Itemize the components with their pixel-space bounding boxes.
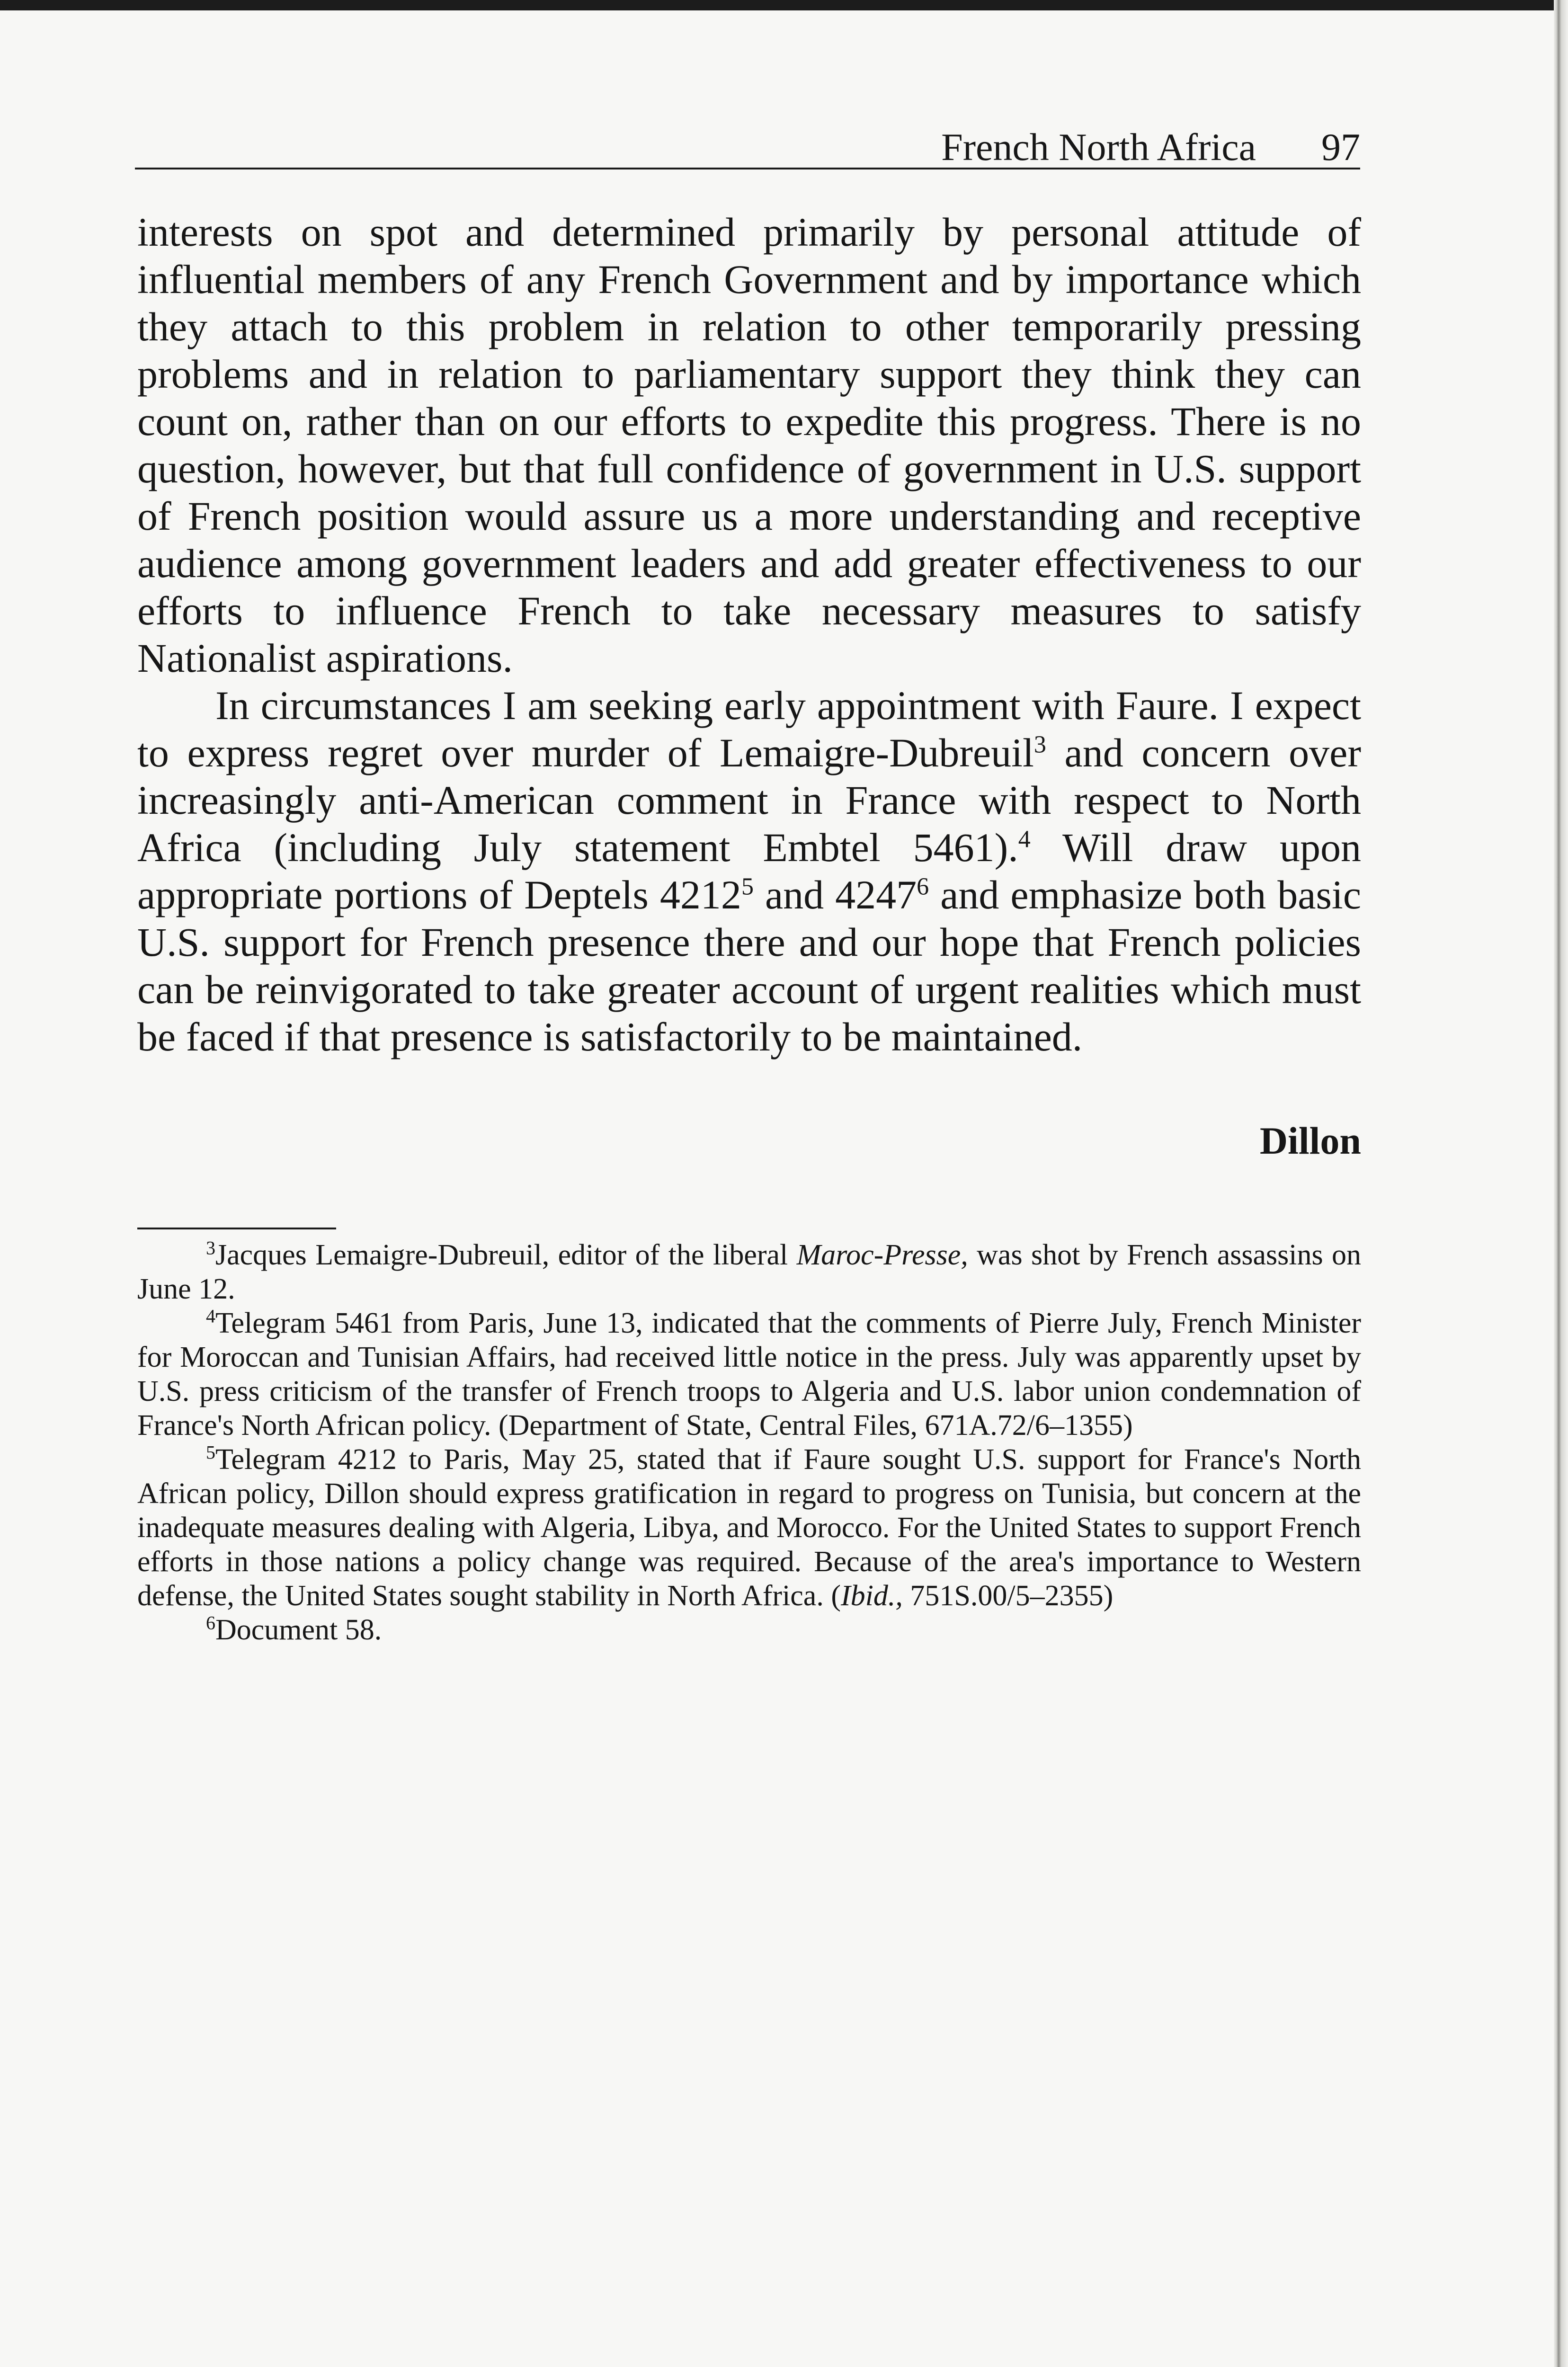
footnote-3-text-2: was shot by French assassins on June 12.: [137, 1239, 1361, 1305]
running-head: [135, 122, 1360, 169]
paragraph-2-text-1: In circumstances I am seeking early appointment with Faure. I expect to express regret over murder of Lemaigre-Dubreuil: [137, 683, 1361, 775]
page-number: 97: [1321, 125, 1360, 169]
footnote-3-text-1: Jacques Lemaigre-Dubreuil, editor of the liberal: [215, 1239, 797, 1271]
footnote-3: [137, 1238, 1361, 1306]
footnote-5-italic: Ibid.,: [840, 1580, 903, 1612]
footnote-4-text: Telegram 5461 from Paris, June 13, indicated that the comments of Pierre July, French Minister for Moroccan and Tunisian Affairs, had received little notice in the press. July was apparently upset by U.S. press criticism of the transfer of French troops to Algeria and U.S. labor union condemnation of France's North African policy. (Department of State, Central Files, 671A.72/6–1355): [137, 1307, 1361, 1442]
footnote-ref-5: 5: [741, 873, 754, 900]
footnote-6: [137, 1613, 1361, 1647]
paragraph-2-text-4: and 4247: [753, 872, 917, 917]
footnote-5-text-1: Telegram 4212 to Paris, May 25, stated that if Faure sought U.S. support for France's North African policy, Dillon should express gratification in regard to progress on Tunisia, but concern at the inadequate measures dealing with Algeria, Libya, and Morocco. For the United States to support French efforts in those nations a policy change was required. Because of the area's importance to Western defense, the United States sought stability in North Africa. (: [137, 1443, 1361, 1612]
footnote-5-number: 5: [206, 1442, 215, 1463]
footnote-ref-6: 6: [917, 873, 929, 900]
body-paragraph-2: [137, 682, 1361, 1060]
footnote-3-number: 3: [206, 1237, 215, 1259]
body-paragraph-1: interests on spot and determined primarily by personal attitude of influential members of any French Government and by importance which they attach to this problem in relation to other temporarily pressing problems and in relation to parliamentary support they think they can count on, rather than on our efforts to expedite this progress. There is no question, however, but that full confidence of government in U.S. support of French position would assure us a more understanding and receptive audience among government leaders and add greater effectiveness to our efforts to influence French to take necessary measures to satisfy Nationalist aspirations.: [137, 209, 1361, 681]
footnote-5-text-2: 751S.00/5–2355): [902, 1580, 1114, 1612]
paragraph-2-text-5: and emphasize both basic U.S. support for French presence there and our hope that French policies can be reinvigorated to take greater account of urgent realities which must be faced if that presence is satisfactorily to be maintained.: [137, 872, 1361, 1059]
footnotes: [137, 1238, 1361, 1647]
running-title: French North Africa: [941, 125, 1256, 169]
footnote-ref-3: 3: [1033, 731, 1046, 758]
body-text: [137, 208, 1361, 1060]
page-top-border: [0, 0, 1568, 10]
paragraph-2-text-2: and concern over increasingly anti-American comment in France with respect to North Africa (including July statement Embtel 5461).: [137, 730, 1361, 870]
signature: Dillon: [1259, 1119, 1361, 1162]
footnote-3-italic: Maroc-Presse,: [796, 1239, 968, 1271]
footnote-ref-4: 4: [1018, 826, 1031, 853]
paragraph-2-text-3: Will draw upon appropriate portions of Deptels 4212: [137, 825, 1361, 917]
page-right-edge: [1554, 0, 1568, 2367]
footnote-4-number: 4: [206, 1305, 215, 1327]
footnote-6-number: 6: [206, 1612, 215, 1634]
footnote-4: [137, 1306, 1361, 1442]
footnote-5: [137, 1442, 1361, 1613]
footnote-6-text: Document 58.: [215, 1614, 382, 1646]
footnote-divider: [137, 1228, 336, 1229]
